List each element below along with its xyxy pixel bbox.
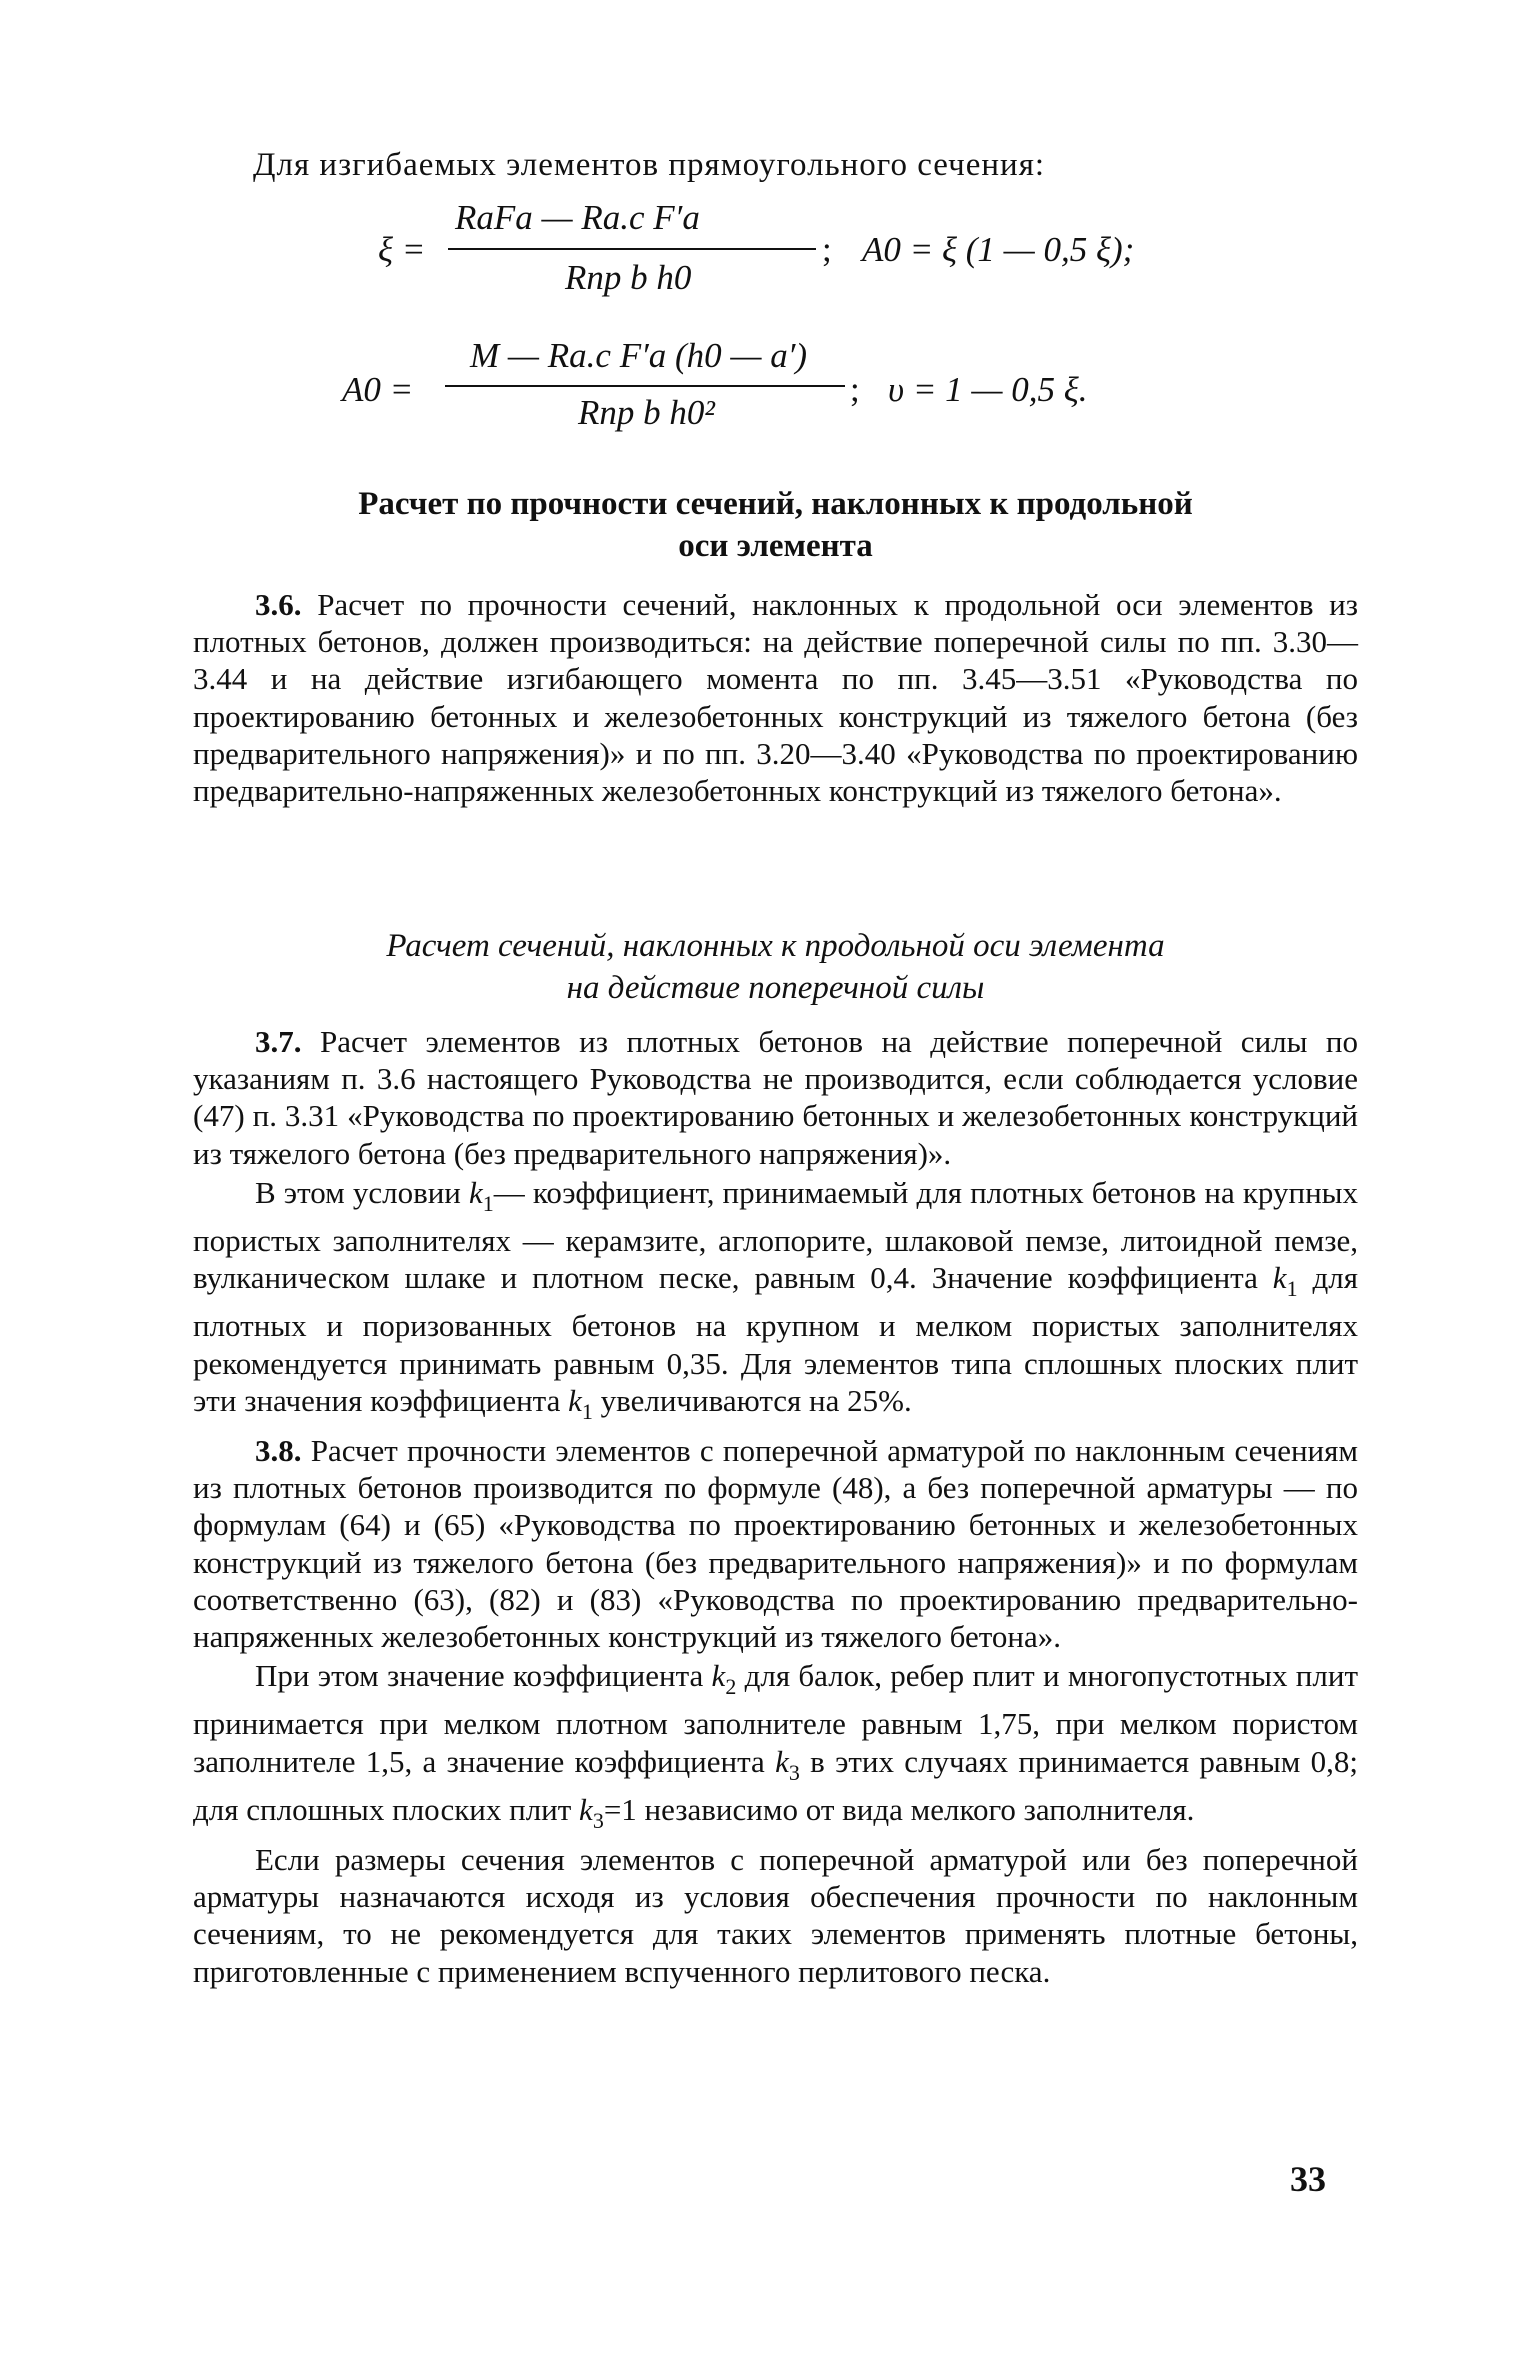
formula-a0-denominator: Rпр b h0² — [578, 393, 715, 432]
symbol-subscript: 3 — [788, 1759, 800, 1785]
symbol-k: k — [1272, 1260, 1287, 1296]
heading-bold-line-1: Расчет по прочности сечений, наклонных к продольной — [358, 486, 1193, 522]
paragraph-3-7 — [193, 1023, 1358, 1172]
heading-italic-line-2: на действие поперечной силы — [566, 970, 985, 1006]
text-fragment: в этих случаях принимается равным 0,8; для сплошных плоских плит — [193, 1743, 1359, 1827]
heading-bold-line-2: оси элемента — [678, 528, 873, 564]
paragraph-3-8-perlite: Если размеры сечения элементов с поперечной арматурой или без поперечной арматуры назначаются исходя из условия обеспечения прочности по наклонным сечениям, то не рекомендуется для таких элементов применять плотные бетоны, приготовленные с применением вспученного перлитового песка. — [193, 1842, 1358, 1989]
paragraph-text: Расчет элементов из плотных бетонов на действие поперечной силы по указаниям п. 3.6 настоящего Руководства не производится, если соблюдается условие (47) п. 3.31 «Руководства по проектированию бетонных и железобетонных конструкций из тяжелого бетона (без предварительного напряжения)». — [193, 1024, 1359, 1171]
symbol-subscript: 1 — [1286, 1276, 1298, 1302]
paragraph-number: 3.7. — [255, 1024, 302, 1059]
symbol-subscript: 1 — [482, 1190, 494, 1216]
text-fragment: При этом значение коэффициента — [255, 1658, 704, 1694]
formula-xi-fraction-bar — [448, 248, 816, 250]
formula-a0-separator: ; — [850, 370, 860, 409]
symbol-subscript: 2 — [725, 1674, 737, 1700]
text-fragment: — коэффициент, принимаемый для плотных бетонов на крупных пористых заполнителях — керамзите, аглопорите, шлаковой пемзе, литоидной пемзе, вулканическом шлаке и плотном песке, равным 0,4. Значение коэффициента — [193, 1174, 1359, 1296]
formula-a0-numerator: M — Rа.с F′а (h0 — a′) — [470, 336, 808, 375]
formula-xi-denominator: Rпр b h0 — [565, 258, 692, 297]
symbol-subscript: 1 — [581, 1398, 593, 1424]
formula-a0-fraction-bar — [445, 385, 845, 387]
formula-v-expression: υ = 1 — 0,5 ξ. — [888, 370, 1088, 409]
symbol-subscript: 3 — [592, 1807, 604, 1833]
paragraph-number: 3.6. — [255, 587, 302, 622]
paragraph-text: Расчет по прочности сечений, наклонных к продольной оси элементов из плотных бетонов, должен производиться: на действие поперечной силы по пп. 3.30—3.44 и на действие изгибающего момента по пп. 3.45—3.51 «Руководства по проектированию бетонных и железобетонных конструкций из тяжелого бетона (без предварительного напряжения)» и по пп. 3.20—3.40 «Руководства по проектированию предварительно-напряженных железобетонных конструкций из тяжелого бетона». — [193, 587, 1359, 809]
symbol-k: k — [711, 1658, 726, 1694]
paragraphs-3-7-3-8 — [193, 1023, 1358, 1992]
text-fragment: =1 независимо от вида мелкого заполнителя. — [603, 1791, 1195, 1827]
formula-xi-numerator: RаFа — Rа.с F′а — [455, 198, 700, 237]
paragraph-text: Расчет прочности элементов с поперечной арматурой по наклонным сечениям из плотных бетонов производится по формуле (48), а без поперечной арматуры — по формулам (64) и (65) «Руководства по проектированию бетонных и железобетонных конструкций из тяжелого бетона (без предварительного напряжения)» и по формулам соответственно (63), (82) и (83) «Руководства по проектированию предварительно-напряженных железобетонных конструкций из тяжелого бетона». — [193, 1433, 1359, 1655]
section-heading-bold — [253, 483, 1298, 567]
section-heading-italic — [253, 925, 1298, 1009]
symbol-k: k — [775, 1743, 789, 1779]
symbol-k: k — [469, 1174, 483, 1210]
formula-a0-expression: A0 = ξ (1 — 0,5 ξ); — [862, 230, 1135, 269]
heading-italic-line-1: Расчет сечений, наклонных к продольной оси элемента — [386, 928, 1165, 964]
text-fragment: для плотных и поризованных бетонов на крупном и мелком пористых заполнителях рекомендуется принимать равным 0,35. Для элементов типа сплошных плоских плит эти значения коэффициента — [193, 1260, 1358, 1418]
page-number: 33 — [1290, 2159, 1326, 2199]
paragraph-3-8 — [193, 1432, 1358, 1655]
text-fragment: для балок, ребер плит и многопустотных плит принимается при мелком плотном заполнителе равным 1,75, при мелком пористом заполнителе 1,5, а значение коэффициента — [193, 1658, 1359, 1779]
text-fragment: В этом условии — [255, 1174, 461, 1210]
symbol-k: k — [568, 1382, 582, 1418]
paragraph-3-8-coefficients — [193, 1657, 1358, 1839]
symbol-k: k — [579, 1791, 593, 1827]
paragraph-3-6 — [193, 586, 1358, 811]
text-fragment: увеличиваются на 25%. — [600, 1382, 912, 1418]
formula-a0-lhs: A0 = — [342, 370, 414, 409]
paragraph-number: 3.8. — [255, 1433, 302, 1469]
formula-xi-lhs: ξ = — [378, 230, 426, 269]
paragraph-3-7-coefficient — [193, 1174, 1358, 1430]
formula-xi-separator: ; — [822, 230, 832, 269]
intro-text: Для изгибаемых элементов прямоугольного сечения: — [253, 147, 1046, 183]
